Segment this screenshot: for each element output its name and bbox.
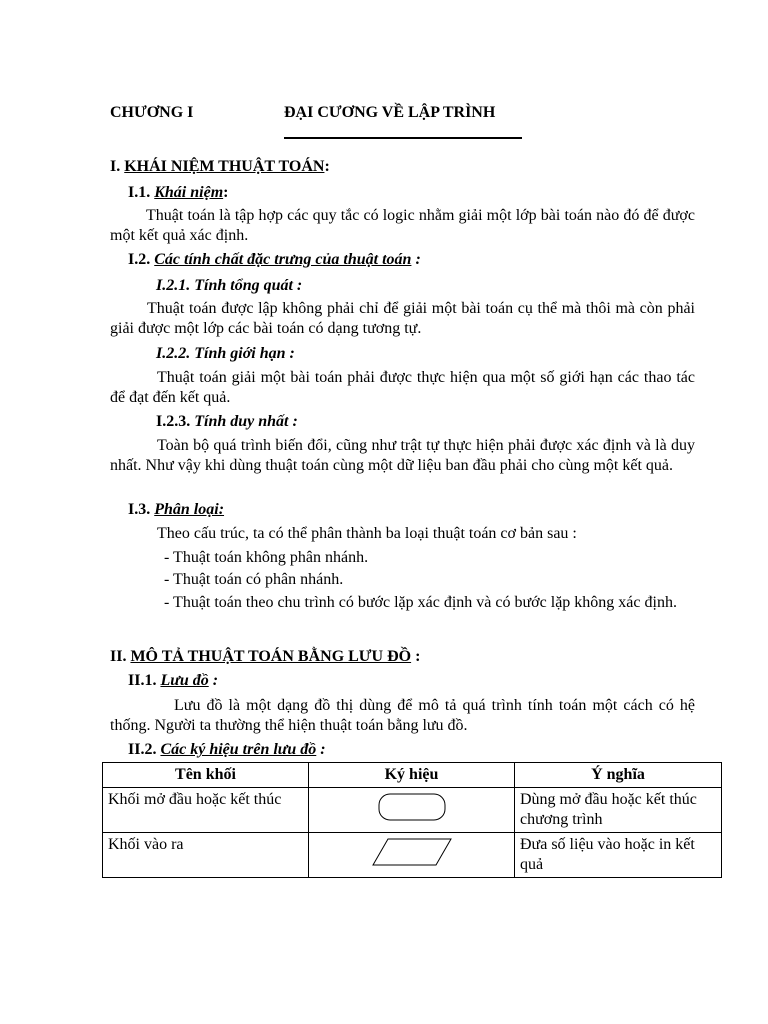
subsection-1-1-number: I.1. bbox=[128, 184, 151, 201]
list-item-2: - Thuật toán có phân nhánh. bbox=[164, 571, 344, 588]
section-2-title: MÔ TẢ THUẬT TOÁN BẰNG LƯU ĐỒ bbox=[130, 648, 412, 665]
section-2-colon: : bbox=[411, 648, 421, 665]
chapter-label: CHƯƠNG I bbox=[110, 104, 194, 121]
subsection-2-1-heading bbox=[128, 671, 218, 691]
section-2-number: II. bbox=[110, 648, 127, 665]
subsection-1-2-1-heading: I.2.1. Tính tổng quát : bbox=[156, 277, 303, 294]
paragraph-1-1: Thuật toán là tập hợp các quy tắc có logic nhằm giải một lớp bài toán nào đó để được một kết quả xác định. bbox=[110, 207, 695, 244]
table-row bbox=[103, 833, 722, 878]
list-item-1: - Thuật toán không phân nhánh. bbox=[164, 549, 369, 566]
rounded-rectangle-icon bbox=[378, 793, 446, 821]
section-1-title: KHÁI NIỆM THUẬT TOÁN bbox=[124, 158, 325, 175]
title-underline bbox=[284, 137, 522, 139]
row-1-meaning: Dùng mở đầu hoặc kết thúc chương trình bbox=[515, 788, 722, 833]
subsection-1-2-heading bbox=[128, 250, 421, 270]
parallelogram-icon bbox=[372, 838, 452, 866]
subsection-1-2-title: Các tính chất đặc trưng của thuật toán bbox=[154, 251, 412, 268]
subsection-1-2-3-number: I.2.3. bbox=[156, 413, 191, 430]
section-2-heading bbox=[110, 647, 420, 667]
row-1-name: Khối mở đầu hoặc kết thúc bbox=[103, 788, 309, 833]
row-2-meaning: Đưa số liệu vào hoặc in kết quả bbox=[515, 833, 722, 878]
subsection-1-3-title: Phân loại: bbox=[154, 501, 225, 518]
paragraph-1-2-3: Toàn bộ quá trình biến đổi, cũng như trật tự thực hiện phải được xác định và là duy nhất. Như vậy khi dùng thuật toán cùng một dữ liệu ban đầu phải cho cùng một kết quả. bbox=[110, 437, 695, 474]
paragraph-2-1: Lưu đồ là một dạng đồ thị dùng để mô tả quá trình tính toán một cách có hệ thống. Người ta thường thể hiện thuật toán bằng lưu đồ. bbox=[110, 697, 695, 734]
header-meaning: Ý nghĩa bbox=[515, 763, 722, 788]
subsection-2-1-number: II.1. bbox=[128, 672, 157, 689]
subsection-1-2-colon: : bbox=[411, 251, 421, 268]
subsection-2-2-title: Các ký hiệu trên lưu đồ bbox=[160, 741, 317, 758]
header-block-name: Tên khối bbox=[103, 763, 309, 788]
section-1-colon: : bbox=[324, 158, 330, 175]
subsection-2-1-title: Lưu đồ bbox=[160, 672, 209, 689]
subsection-2-2-heading bbox=[128, 740, 326, 760]
subsection-1-1-colon: : bbox=[223, 184, 229, 201]
row-1-symbol bbox=[309, 788, 515, 833]
subsection-1-1-title: Khái niệm bbox=[154, 184, 224, 201]
subsection-1-2-number: I.2. bbox=[128, 251, 151, 268]
subsection-1-2-3-title: Tính duy nhất : bbox=[194, 413, 298, 430]
flowchart-symbols-table bbox=[102, 762, 722, 878]
header-symbol: Ký hiệu bbox=[309, 763, 515, 788]
list-item-3: - Thuật toán theo chu trình có bước lặp xác định và có bước lặp không xác định. bbox=[164, 594, 677, 611]
table-header-row bbox=[103, 763, 722, 788]
subsection-1-2-2-heading: I.2.2. Tính giới hạn : bbox=[156, 345, 295, 362]
section-1-heading bbox=[110, 157, 330, 177]
subsection-1-1-heading bbox=[128, 183, 228, 203]
subsection-1-3-number: I.3. bbox=[128, 501, 151, 518]
subsection-2-2-number: II.2. bbox=[128, 741, 157, 758]
row-2-name: Khối vào ra bbox=[103, 833, 309, 878]
table-row bbox=[103, 788, 722, 833]
row-2-symbol bbox=[309, 833, 515, 878]
subsection-2-1-colon: : bbox=[208, 672, 219, 689]
subsection-2-2-colon: : bbox=[316, 741, 326, 758]
subsection-1-3-heading bbox=[128, 500, 224, 520]
subsection-1-2-3-heading bbox=[156, 412, 298, 432]
chapter-title: ĐẠI CƯƠNG VỀ LẬP TRÌNH bbox=[284, 104, 496, 121]
section-1-number: I. bbox=[110, 158, 121, 175]
paragraph-1-2-1: Thuật toán được lập không phải chỉ để giải một bài toán cụ thể mà thôi mà còn phải giải được một lớp các bài toán có dạng tương tự. bbox=[110, 300, 695, 337]
paragraph-1-2-2: Thuật toán giải một bài toán phải được thực hiện qua một số giới hạn các thao tác để đạt đến kết quả. bbox=[110, 369, 695, 406]
paragraph-1-3-intro: Theo cấu trúc, ta có thể phân thành ba loại thuật toán cơ bản sau : bbox=[157, 525, 577, 542]
